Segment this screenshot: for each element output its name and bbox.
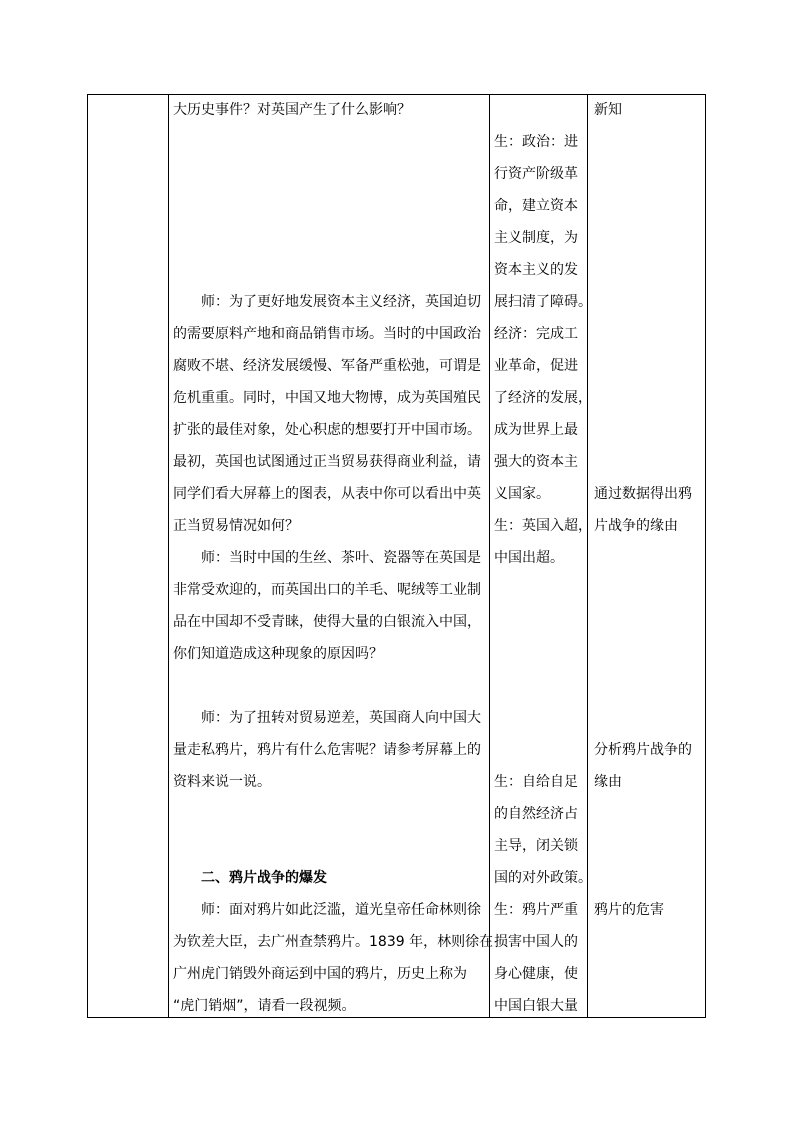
column-divider xyxy=(168,95,169,1017)
text-line: 命，建立资本 xyxy=(494,198,578,214)
text-line: 了经济的发展， xyxy=(494,390,592,406)
text-line: “虎门销烟”，请看一段视频。 xyxy=(173,998,356,1014)
text-line: 扩张的最佳对象，处心积虑的想要打开中国市场。 xyxy=(173,422,481,438)
text-line: 的需要原料产地和商品销售市场。当时的中国政治 xyxy=(173,326,481,342)
text-line: 师：为了更好地发展资本主义经济，英国迫切 xyxy=(201,294,481,310)
text-line: 为钦差大臣，去广州查禁鸦片。1839 年，林则徐在 xyxy=(173,934,494,950)
text-line: 你们知道造成这种现象的原因吗？ xyxy=(173,646,383,662)
text-line: 量走私鸦片，鸦片有什么危害呢？请参考屏幕上的 xyxy=(173,742,481,758)
text-line: 师：为了扭转对贸易逆差，英国商人向中国大 xyxy=(201,710,481,726)
text-line: 广州虎门销毁外商运到中国的鸦片，历史上称为 xyxy=(173,966,467,982)
text-line: 师：当时中国的生丝、茶叶、瓷器等在英国是 xyxy=(201,550,481,566)
text-line: 腐败不堪、经济发展缓慢、军备严重松弛，可谓是 xyxy=(173,358,481,374)
text-line: 鸦片的危害 xyxy=(594,902,664,918)
text-line: 身心健康，使 xyxy=(494,966,578,982)
text-line: 新知 xyxy=(594,102,622,118)
text-line: 大历史事件？对英国产生了什么影响？ xyxy=(173,102,411,118)
text-line: 成为世界上最 xyxy=(494,422,578,438)
text-line: 同学们看大屏幕上的图表，从表中你可以看出中英 xyxy=(173,486,481,502)
text-line: 的自然经济占 xyxy=(494,806,578,822)
text-line: 主导，闭关锁 xyxy=(494,838,578,854)
text-line: 行资产阶级革 xyxy=(494,166,578,182)
text-line: 最初，英国也试图通过正当贸易获得商业利益，请 xyxy=(173,454,481,470)
text-line: 通过数据得出鸦 xyxy=(594,486,692,502)
text-line: 非常受欢迎的，而英国出口的羊毛、呢绒等工业制 xyxy=(173,582,481,598)
text-line: 师：面对鸦片如此泛滥，道光皇帝任命林则徐 xyxy=(201,902,481,918)
text-line: 危机重重。同时，中国又地大物博，成为英国殖民 xyxy=(173,390,481,406)
text-line: 资本主义的发 xyxy=(494,262,578,278)
text-line: 品在中国却不受青睐，使得大量的白银流入中国， xyxy=(173,614,481,630)
text-line: 损害中国人的 xyxy=(494,934,578,950)
text-line: 展扫清了障碍。 xyxy=(494,294,592,310)
text-line: 义国家。 xyxy=(494,486,550,502)
text-line: 资料来说一说。 xyxy=(173,774,271,790)
text-line: 中国出超。 xyxy=(494,550,564,566)
text-line: 生：鸦片严重 xyxy=(494,902,578,918)
text-line: 经济：完成工 xyxy=(494,326,578,342)
text-line: 正当贸易情况如何？ xyxy=(173,518,299,534)
column-divider xyxy=(489,95,490,1017)
text-line: 生：英国入超， xyxy=(494,518,592,534)
text-line: 分析鸦片战争的 xyxy=(594,742,692,758)
text-line: 片战争的缘由 xyxy=(594,518,678,534)
text-line: 中国白银大量 xyxy=(494,998,578,1014)
text-line: 强大的资本主 xyxy=(494,454,578,470)
section-heading: 二、鸦片战争的爆发 xyxy=(201,870,327,886)
text-line: 主义制度，为 xyxy=(494,230,578,246)
text-line: 国的对外政策。 xyxy=(494,870,592,886)
text-line: 生：政治：进 xyxy=(494,134,578,150)
text-line: 缘由 xyxy=(594,774,622,790)
text-line: 生：自给自足 xyxy=(494,774,578,790)
text-line: 业革命，促进 xyxy=(494,358,578,374)
